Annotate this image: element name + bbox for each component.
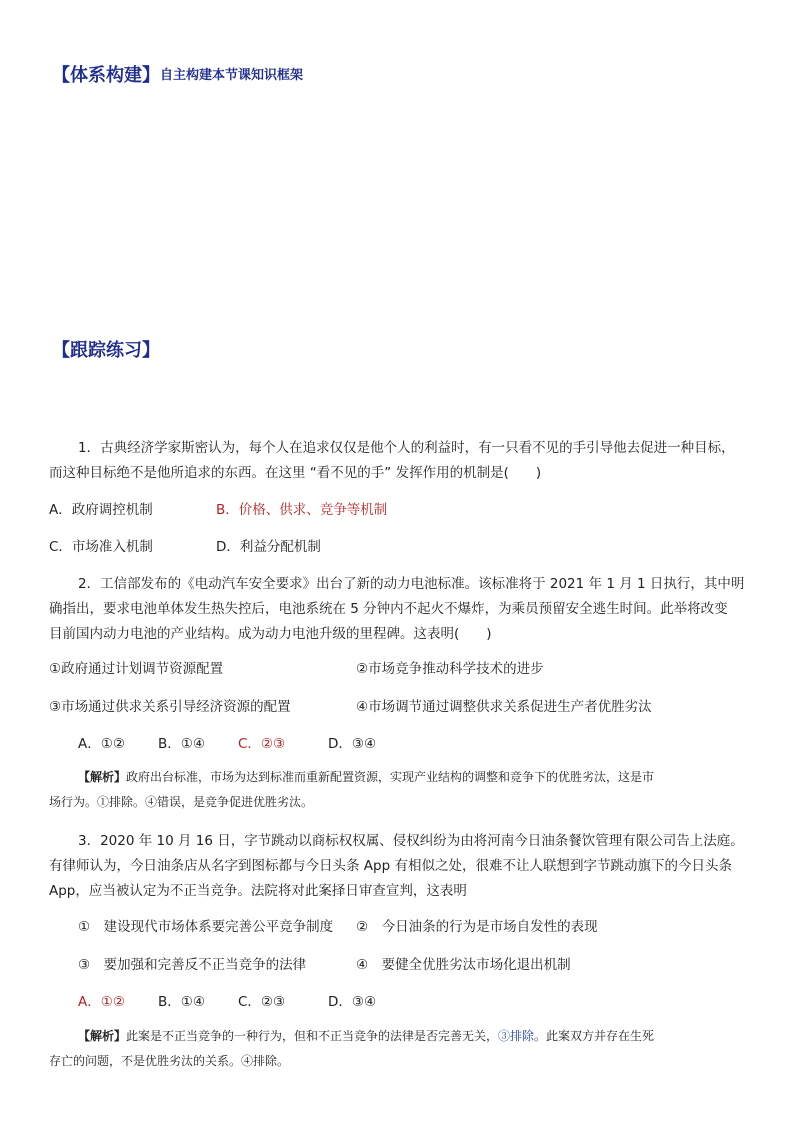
- q1-option-c: C．市场准入机制: [49, 539, 153, 555]
- q3-explanation-text-a: 此案是不正当竞争的一种行为，但和不正当竞争的法律是否完善无关，: [126, 1029, 499, 1043]
- q3-explanation-label: 【解析】: [78, 1029, 127, 1043]
- q1-option-a: A．政府调控机制: [49, 502, 153, 518]
- q3-statement-1: ① 建设现代市场体系要完善公平竞争制度: [78, 919, 334, 935]
- q2-statement-4: ④市场调节通过调整供求关系促进生产者优胜劣汰: [356, 699, 652, 715]
- q2-explanation-line2: 场行为。①排除。④错误，是竞争促进优胜劣汰。: [49, 795, 314, 809]
- q2-statement-3: ③市场通过供求关系引导经济资源的配置: [49, 699, 291, 715]
- q1-stem-line2: 而这种目标绝不是他所追求的东西。在这里 “看不见的手” 发挥作用的机制是( ): [49, 465, 542, 481]
- q2-explanation-text: 政府出台标准，市场为达到标准而重新配置资源，实现产业结构的调整和竞争下的优胜劣汰，这是市: [126, 770, 655, 784]
- q2-explanation-line1: [78, 768, 654, 785]
- q2-stem-line3: 目前国内动力电池的产业结构。成为动力电池升级的里程碑。这表明( ): [49, 626, 492, 642]
- q2-option-b: B．①④: [158, 736, 205, 752]
- q2-option-d: D．③④: [328, 736, 377, 752]
- q1-stem-line1: 1．古典经济学家斯密认为，每个人在追求仅仅是他个人的利益时，有一只看不见的手引导他去促进一种目标，: [78, 440, 735, 456]
- q3-option-d: D．③④: [328, 994, 377, 1010]
- q3-statement-3: ③ 要加强和完善反不正当竞争的法律: [78, 957, 307, 973]
- q2-stem-line2: 确指出，要求电池单体发生热失控后，电池系统在 5 分钟内不起火不爆炸，为乘员预留安全逃生时间。此举将改变: [49, 601, 728, 617]
- q3-statement-4: ④ 要健全优胜劣汰市场化退出机制: [356, 957, 571, 973]
- q3-explanation-text-c: 。此案双方并存在生死: [534, 1029, 655, 1043]
- section-heading-practice: 【跟踪练习】: [52, 340, 160, 361]
- q1-option-d: D．利益分配机制: [216, 539, 321, 555]
- q2-statement-1: ①政府通过计划调节资源配置: [49, 661, 224, 677]
- q2-option-a: A．①②: [78, 736, 125, 752]
- q3-statement-2: ② 今日油条的行为是市场自发性的表现: [356, 919, 598, 935]
- q3-option-c: C．②③: [238, 994, 286, 1010]
- q3-option-a-answer: A．①②: [78, 994, 125, 1010]
- q2-option-c-answer: C．②③: [238, 736, 286, 752]
- q3-explanation-line2: 存亡的问题，不是优胜劣汰的关系。④排除。: [49, 1054, 290, 1068]
- q3-stem-line2: 有律师认为，今日油条店从名字到图标都与今日头条 App 有相似之处，很难不让人联想到字节跳动旗下的今日头条: [49, 858, 732, 874]
- q3-explanation-highlight: ③排除: [498, 1029, 535, 1043]
- q3-stem-line3: App，应当被认定为不正当竞争。法院将对此案择日审查宣判，这表明: [49, 883, 467, 899]
- q2-explanation-label: 【解析】: [78, 770, 127, 784]
- q3-explanation-line1: [78, 1027, 654, 1044]
- section-heading-system: 【体系构建】: [52, 65, 160, 86]
- q3-stem-line1: 3．2020 年 10 月 16 日，字节跳动以商标权权属、侵权纠纷为由将河南今日油条餐饮管理有限公司告上法庭。: [78, 833, 744, 849]
- q2-stem-line1: 2．工信部发布的《电动汽车安全要求》出台了新的动力电池标准。该标准将于 2021 年 1 月 1 日执行，其中明: [78, 576, 745, 592]
- q2-statement-2: ②市场竞争推动科学技术的进步: [356, 661, 544, 677]
- section-subheading: 自主构建本节课知识框架: [160, 68, 304, 83]
- q1-option-b-answer: B．价格、供求、竞争等机制: [216, 502, 388, 518]
- q3-option-b: B．①④: [158, 994, 205, 1010]
